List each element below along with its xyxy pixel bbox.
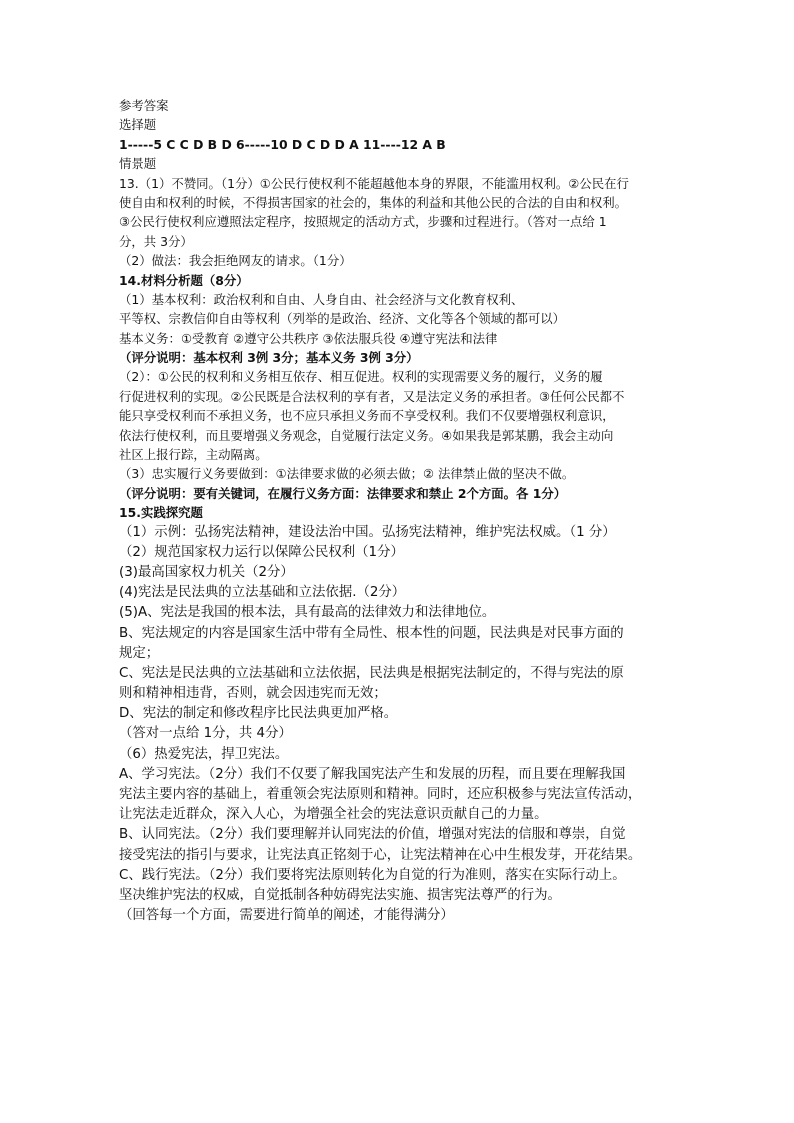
text-line: 社区上报行踪，主动隔离。 [119, 447, 268, 463]
text-line: 能只享受权利而不承担义务，也不应只承担义务而不享受权利。我们不仅要增强权利意识， [119, 408, 615, 424]
text-line: （答对一点给 1分，共 4分） [119, 726, 292, 742]
text-line: (5)A、宪法是我国的根本法，具有最高的法律效力和法律地位。 [119, 605, 496, 621]
text-line: 让宪法走近群众，深入人心，为增强全社会的宪法意识贡献自己的力量。 [119, 807, 548, 823]
text-line: C、宪法是民法典的立法基础和立法依据，民法典是根据宪法制定的，不得与宪法的原 [119, 665, 624, 681]
text-line: C、践行宪法。（2分）我们要将宪法原则转化为自觉的行为准则，落实在实际行动上。 [119, 867, 626, 883]
text-line: 依法行使权利，而且要增强义务观念，自觉履行法定义务。④如果我是郭某鹏，我会主动向 [119, 427, 614, 443]
text-line: （2）做法：我会拒绝网友的请求。（1分） [119, 253, 352, 269]
text-line: （2）规范国家权力运行以保障公民权利（1分） [119, 544, 404, 560]
text-line: 15.实践探究题 [119, 505, 203, 521]
text-line: 参考答案 [119, 98, 169, 113]
text-line: （评分说明：基本权利 3例 3分；基本义务 3例 3分） [119, 350, 419, 366]
text-line: 宪法主要内容的基础上，着重领会宪法原则和精神。同时，还应积极参与宪法宣传活动， [119, 787, 642, 803]
text-line: 13.（1）不赞同。（1分）①公民行使权利不能超越他本身的界限，不能滥用权利。②公民在行 [119, 175, 629, 191]
text-line: 情景题 [119, 156, 157, 172]
text-line: （1）示例：弘扬宪法精神，建设法治中国。弘扬宪法精神，维护宪法权威。（1 分） [119, 524, 616, 540]
text-line: 行促进权利的实现。②公民既是合法权利的享有者，又是法定义务的承担者。③任何公民都不 [119, 388, 625, 404]
text-line: 选择题 [119, 117, 157, 133]
text-line: 平等权、宗教信仰自由等权利（列举的是政治、经济、文化等各个领域的都可以） [119, 311, 566, 327]
text-line: B、认同宪法。（2分）我们要理解并认同宪法的价值，增强对宪法的信服和尊崇，自觉 [119, 827, 626, 843]
text-line: A、学习宪法。（2分）我们不仅要了解我国宪法产生和发展的历程，而且要在理解我国 [119, 766, 626, 782]
text-line: 接受宪法的指引与要求，让宪法真正铭刻于心，让宪法精神在心中生根发芽，开花结果。 [119, 847, 642, 863]
text-line: D、宪法的制定和修改程序比民法典更加严格。 [119, 706, 398, 722]
text-line: （3）忠实履行义务要做到：①法律要求做的必须去做；② 法律禁止做的坚决不做。 [119, 466, 575, 482]
text-line: 1-----5 C C D B D 6-----10 D C D D A 11----12 A B [119, 136, 446, 152]
text-line: 使自由和权利的时候，不得损害国家的社会的，集体的利益和其他公民的合法的自由和权利。 [119, 194, 628, 210]
text-line: 则和精神相违背，否则，就会因违宪而无效； [119, 686, 387, 702]
text-line: 基本义务：①受教育 ②遵守公共秩序 ③依法服兵役 ④遵守宪法和法律 [119, 330, 498, 346]
answer-key-document [119, 96, 689, 926]
text-line: ③公民行使权利应遵照法定程序，按照规定的活动方式，步骤和过程进行。（答对一点给 1 [119, 214, 607, 230]
text-line: 坚决维护宪法的权威，自觉抵制各种妨碍宪法实施、损害宪法尊严的行为。 [119, 887, 561, 903]
text-line: (3)最高国家权力机关（2分） [119, 564, 294, 580]
text-line: 14.材料分析题（8分） [119, 272, 249, 288]
text-line: （评分说明：要有关键词，在履行义务方面：法律要求和禁止 2个方面。各 1分） [119, 485, 567, 501]
text-line: 规定； [119, 645, 160, 661]
text-line: B、宪法规定的内容是国家生活中带有全局性、根本性的问题，民法典是对民事方面的 [119, 625, 624, 641]
text-line: （回答每一个方面，需要进行简单的阐述，才能得满分） [119, 908, 454, 924]
text-line: （2）：①公民的权利和义务相互依存、相互促进。权利的实现需要义务的履行，义务的履 [119, 369, 603, 385]
text-line: （1）基本权利：政治权利和自由、人身自由、社会经济与文化教育权利、 [119, 291, 524, 307]
text-line: (4)宪法是民法典的立法基础和立法依据.（2分） [119, 585, 406, 601]
text-line: （6）热爱宪法，捍卫宪法。 [119, 746, 289, 762]
text-line: 分，共 3分） [119, 233, 193, 249]
